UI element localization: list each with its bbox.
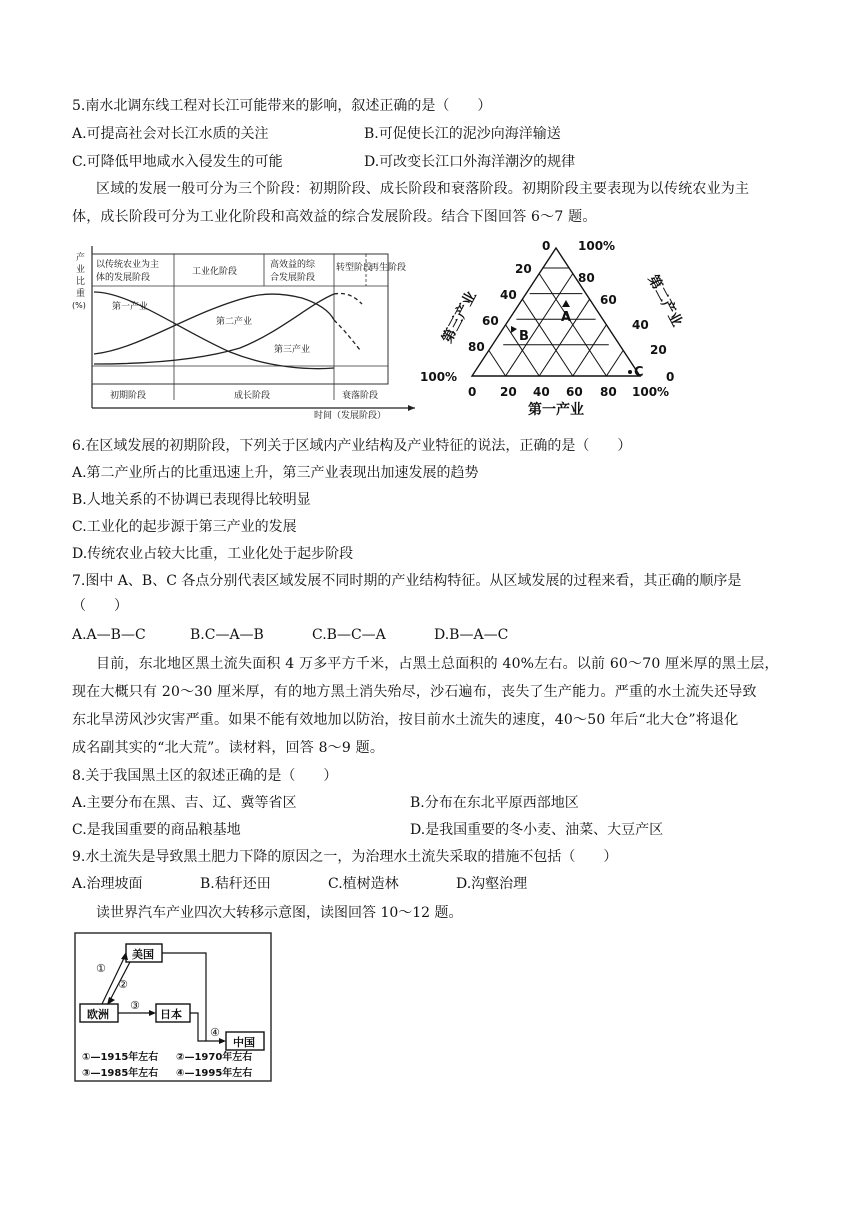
q6-option-b: B.人地关系的不协调已表现得比较明显 [72,492,311,508]
q8-option-a: A.主要分布在黑、吉、辽、冀等省区 [72,795,297,811]
q9-stem: 9.水土流失是导致黑土肥力下降的原因之一，为治理水土流失采取的措施不包括（ ） [72,849,618,865]
q6-option-a: A.第二产业所占的比重迅速上升，第三产业表现出加速发展的趋势 [72,465,479,481]
point-b-marker [511,326,517,333]
q8-option-d: D.是我国重要的冬小麦、油菜、大豆产区 [410,822,664,838]
stage-label-regeneration: 再生阶段 [370,263,407,273]
tern-left-40: 40 [500,288,517,302]
node-japan-label: 日本 [160,1008,182,1021]
intro-8-9-line4: 成名副其实的“北大荒”。读材料，回答 8～9 题。 [72,740,385,756]
step-4-label: ④ [210,1026,220,1039]
tern-bottom-100: 100% [632,385,670,399]
intro-8-9-line1: 目前，东北地区黑土流失面积 4 万多平方千米，占黑土总面积的 40%左右。以前 60～70 厘米厚的黑土层， [96,656,779,672]
tern-bottom-axis: 第一产业 [528,402,584,418]
q7-option-d: D.B—A—C [434,627,509,643]
auto-transfer-figure [74,932,272,1082]
intro-10-12: 读世界汽车产业四次大转移示意图，读图回答 10～12 题。 [96,905,463,921]
point-c-marker [628,370,632,374]
q7-option-b: B.C—A—B [190,627,264,643]
q5-stem: 5.南水北调东线工程对长江可能带来的影响，叙述正确的是（ ） [72,98,492,114]
legend-3: ③—1985年左右 [82,1068,159,1079]
tern-bottom-0: 0 [468,385,477,399]
tern-right-20: 20 [650,343,667,357]
q9-option-b: B.秸秆还田 [200,876,271,892]
q8-option-c: C.是我国重要的商品粮基地 [72,822,241,838]
stage-xlabel: 时间（发展阶段） [314,411,387,420]
legend-4: ④—1995年左右 [176,1068,253,1079]
stage-ylabel-1: 产 [76,253,86,263]
node-europe-label: 欧洲 [87,1008,109,1021]
q8-stem: 8.关于我国黑土区的叙述正确的是（ ） [72,768,338,784]
intro-6-7-line2: 体，成长阶段可分为工业化阶段和高效益的综合发展阶段。结合下图回答 6～7 题。 [72,209,597,225]
stage-label-efficient-2: 合发展阶段 [270,273,316,283]
tern-top-100: 100% [578,239,616,253]
tern-right-80: 80 [578,271,595,285]
point-b-label: B [519,329,529,344]
step-3-label: ③ [130,999,140,1012]
point-c-label: C [634,365,644,380]
stage-label-traditional-1: 以传统农业为主 [96,260,160,270]
stage-label-traditional-2: 体的发展阶段 [96,273,151,283]
stage-figure [70,240,420,420]
stage-ylabel-3: 比 [76,277,86,287]
q5-option-c: C.可降低甲地咸水入侵发生的可能 [72,154,283,170]
node-usa-label: 美国 [132,948,154,961]
tern-right-axis: 第二产业 [644,272,685,330]
curve-label-tertiary: 第三产业 [274,345,311,355]
step-2-label: ② [118,978,128,991]
q9-option-c: C.植树造林 [328,876,399,892]
tern-right-60: 60 [600,293,617,307]
tern-bottom-20: 20 [500,385,517,399]
q9-option-d: D.沟壑治理 [456,876,528,892]
tern-left-corner: 100% [420,370,458,384]
stage-ylabel-2: 业 [76,265,86,275]
tern-right-40: 40 [632,318,649,332]
stage-ylabel-4: 重 [76,289,86,299]
q7-stem-2: （ ） [72,598,128,614]
intro-8-9-line2: 现在大概只有 20～30 厘米厚，有的地方黑土消失殆尽，沙石遍布，丧失了生产能力。严重的水土流失还导致 [72,684,757,700]
q7-stem-1: 7.图中 A、B、C 各点分别代表区域发展不同时期的产业结构特征。从区域发展的过程来看，其正确的顺序是 [72,573,742,589]
ternary-figure [420,236,700,420]
bottom-label-decline: 衰落阶段 [342,391,379,401]
q6-option-c: C.工业化的起步源于第三产业的发展 [72,519,297,535]
stage-label-transition: 转型阶段 [336,263,373,273]
bottom-label-growth: 成长阶段 [234,391,271,401]
point-a-marker [562,300,570,307]
tern-top-0: 0 [542,239,551,253]
tern-left-axis: 第三产业 [439,288,480,346]
curve-label-primary: 第一产业 [112,302,149,312]
tern-bottom-80: 80 [600,385,617,399]
q7-option-a: A.A—B—C [72,627,146,643]
legend-1: ①—1915年左右 [82,1052,159,1063]
tern-left-60: 60 [482,314,499,328]
legend-2: ②—1970年左右 [176,1052,253,1063]
tern-right-corner: 0 [666,370,675,384]
q6-stem: 6.在区域发展的初期阶段，下列关于区域内产业结构及产业特征的说法，正确的是（ ） [72,438,632,454]
q5-option-a: A.可提高社会对长江水质的关注 [72,126,269,142]
q5-option-b: B.可促使长江的泥沙向海洋输送 [364,126,561,142]
tern-left-20: 20 [515,262,532,276]
q5-option-d: D.可改变长江口外海洋潮汐的规律 [364,154,576,170]
tern-bottom-40: 40 [533,385,550,399]
tern-bottom-60: 60 [566,385,583,399]
curve-label-secondary: 第二产业 [216,317,253,327]
tern-left-80: 80 [468,340,485,354]
q8-option-b: B.分布在东北平原西部地区 [410,795,579,811]
q7-option-c: C.B—C—A [312,627,386,643]
step-1-label: ① [96,962,106,975]
q6-option-d: D.传统农业占较大比重，工业化处于起步阶段 [72,546,354,562]
q9-option-a: A.治理坡面 [72,876,143,892]
intro-6-7-line1: 区域的发展一般可分为三个阶段：初期阶段、成长阶段和衰落阶段。初期阶段主要表现为以传统农业为主 [96,181,750,197]
intro-8-9-line3: 东北旱涝风沙灾害严重。如果不能有效地加以防治，按目前水土流失的速度，40～50 年后“北大仓”将退化 [72,712,739,728]
stage-label-efficient-1: 高效益的综 [270,260,316,270]
bottom-label-initial: 初期阶段 [110,391,147,401]
node-china-label: 中国 [233,1036,255,1049]
point-a-label: A [561,310,572,325]
stage-label-industrial: 工业化阶段 [192,267,238,277]
stage-ylabel-unit: (%) [72,301,86,310]
